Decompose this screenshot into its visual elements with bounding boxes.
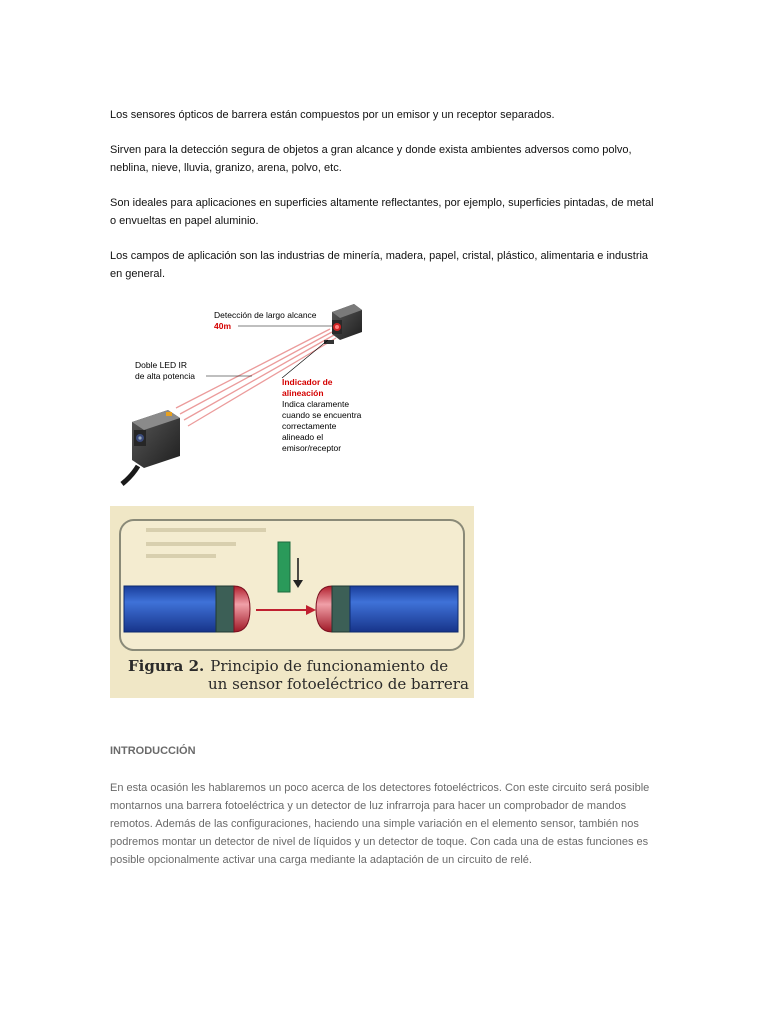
indicator-title-line2: alineación <box>282 388 324 398</box>
long-range-label: Detección de largo alcance <box>214 310 317 320</box>
indicator-desc-line4: alineado el <box>282 432 324 442</box>
indicator-desc-line5: emisor/receptor <box>282 443 342 453</box>
sensor-photo-figure <box>118 296 388 492</box>
paragraph-uses: Sirven para la detección segura de objetos a gran alcance y donde exista ambientes adversos como polvo, neblina, nieve, lluvia, granizo, arena, polvo, etc. <box>110 144 632 174</box>
indicator-desc-line2: cuando se encuentra <box>282 410 362 420</box>
indicator-desc-line1: Indica claramente <box>282 399 350 409</box>
interrupting-object <box>278 542 290 592</box>
introduction-paragraph: En esta ocasión les hablaremos un poco acerca de los detectores fotoeléctricos. Con este circuito será posible montarnos una barrera fotoeléctrica y un detector de luz infrarroja para hacer un comprobador de mandos remotos. Además de las configuraciones, haciendo una simple variación en el elemento sensor, también nos podremos montar un detector de nivel de líquidos y un detector de toque. Con cada una de estas funciones es posible opcionalmente activar una carga mediante la adaptación de un circuito de relé. <box>110 782 650 866</box>
caption-text-1: Principio de funcionamiento de <box>210 657 449 675</box>
sensor-illustration <box>118 296 388 492</box>
indicator-title-line1: Indicador de <box>282 377 333 387</box>
introduction-heading: INTRODUCCIÓN <box>110 745 196 757</box>
emitter-cylinder <box>124 586 250 632</box>
led-label-line1: Doble LED IR <box>135 360 187 370</box>
emitter-sensor <box>122 410 180 484</box>
principle-figure <box>110 506 474 698</box>
receiver-cylinder <box>316 586 458 632</box>
figure-label: Figura 2. <box>128 657 205 675</box>
figure-caption-line2: un sensor fotoeléctrico de barrera <box>208 675 469 693</box>
figure-caption-line1 <box>128 658 448 675</box>
paragraph-reflective-surfaces: Son ideales para aplicaciones en superficies altamente reflectantes, por ejemplo, superficies pintadas, de metal o envueltas en papel aluminio. <box>110 197 654 227</box>
paragraph-composition: Los sensores ópticos de barrera están compuestos por un emisor y un receptor separados. <box>110 109 555 121</box>
distance-label: 40m <box>214 321 232 331</box>
indicator-desc-line3: correctamente <box>282 421 337 431</box>
paragraph-application-fields: Los campos de aplicación son las industrias de minería, madera, papel, cristal, plástico, alimentaria e industria en general. <box>110 250 649 280</box>
led-label-line2: de alta potencia <box>135 371 196 381</box>
